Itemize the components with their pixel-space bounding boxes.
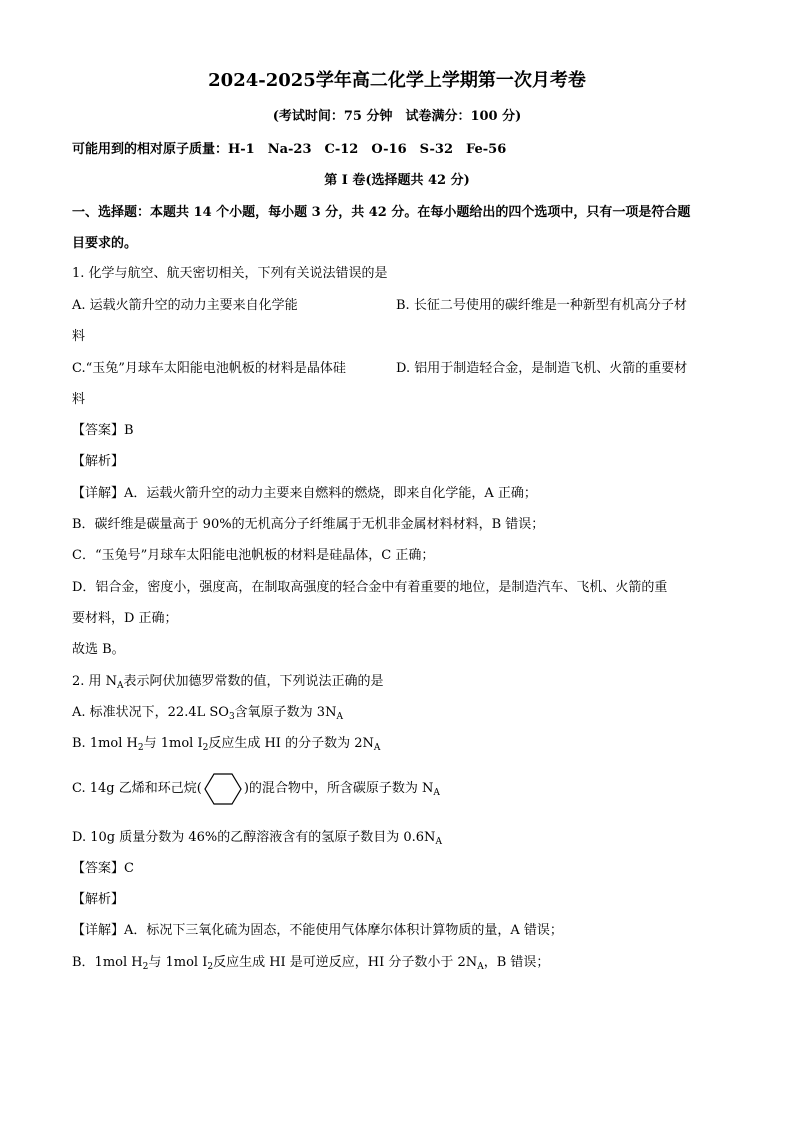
part-title: 第 I 卷(选择题共 42 分) — [324, 173, 470, 188]
q2-stem-pre: 2. 用 N — [72, 674, 118, 689]
q2-detail-b-pre: B．1mol H — [72, 955, 143, 970]
q2-b-sub1: 2 — [137, 743, 144, 753]
q1-detail-d: D．铝合金，密度小，强度高，在制取高强度的轻合金中有着重要的地位，是制造汽车、飞机、火箭的重 — [72, 580, 668, 595]
q2-detail-b-sub2: 2 — [207, 962, 214, 972]
q2-b-mid1: 与 1mol I — [143, 736, 203, 751]
q2-answer: 【答案】C — [72, 861, 134, 876]
q2-detail-a: 【详解】A．标况下三氧化硫为固态，不能使用气体摩尔体积计算物质的量，A 错误； — [72, 923, 563, 938]
q2-detail-b-mid2: 反应生成 HI 是可逆反应，HI 分子数小于 2N — [213, 955, 478, 970]
q1-detail-d-cont: 要材料，D 正确； — [72, 611, 178, 626]
q2-b-sub3: A — [373, 743, 381, 753]
q2-option-b — [72, 735, 380, 753]
q2-d-pre: D. 10g 质量分数为 46%的乙醇溶液含有的氢原子数目为 0.6N — [72, 830, 436, 845]
q2-d-sub: A — [435, 837, 442, 847]
q2-c-pre: C. 14g 乙烯和环己烷( — [72, 781, 202, 796]
q2-detail-b-sub3: A — [477, 962, 484, 972]
q2-b-sub2: 2 — [202, 743, 209, 753]
q2-stem-sub: A — [117, 681, 124, 691]
q1-analysis: 【解析】 — [72, 454, 125, 469]
q1-option-c: C.“玉兔”月球车太阳能电池帆板的材料是晶体硅 — [72, 361, 346, 376]
q2-analysis: 【解析】 — [72, 892, 125, 907]
q1-conclusion: 故选 B。 — [72, 642, 125, 657]
q2-option-d — [72, 829, 442, 847]
q2-option-c — [72, 772, 440, 806]
q1-detail-b: B．碳纤维是碳量高于 90%的无机高分子纤维属于无机非金属材料材料，B 错误； — [72, 517, 545, 532]
q1-option-a: A. 运载火箭升空的动力主要来自化学能 — [72, 298, 298, 313]
q2-a-mid: 含氧原子数为 3N — [234, 705, 337, 720]
cyclohexane-structure-icon — [204, 773, 242, 805]
section-instructions-line1: 一、选择题：本题共 14 个小题，每小题 3 分，共 42 分。在每小题给出的四个选项中，只有一项是符合题 — [72, 205, 691, 220]
atomic-mass-line: 可能用到的相对原子质量：H-1 Na-23 C-12 O-16 S-32 Fe-56 — [72, 142, 507, 157]
exam-info: (考试时间：75 分钟 试卷满分：100 分) — [272, 109, 522, 124]
q1-stem: 1. 化学与航空、航天密切相关，下列有关说法错误的是 — [72, 266, 388, 281]
exam-title: 2024-2025学年高二化学上学期第一次月考卷 — [208, 70, 586, 91]
q2-detail-b-sub1: 2 — [142, 962, 149, 972]
q2-a-sub2: A — [336, 712, 343, 722]
q2-detail-b-post: ，B 错误； — [483, 955, 550, 970]
q2-option-a — [72, 704, 343, 722]
q2-detail-b-mid1: 与 1mol I — [148, 955, 208, 970]
q1-option-b: B. 长征二号使用的碳纤维是一种新型有机高分子材 — [396, 298, 687, 313]
q2-c-post: )的混合物中，所含碳原子数为 N — [243, 781, 434, 796]
q2-stem-post: 表示阿伏加德罗常数的值，下列说法正确的是 — [123, 674, 384, 689]
q1-detail-c: C．“玉兔号”月球车太阳能电池帆板的材料是硅晶体，C 正确； — [72, 548, 435, 563]
q2-a-pre: A. 标准状况下，22.4L SO — [72, 705, 229, 720]
q2-stem — [72, 673, 384, 691]
q2-b-mid2: 反应生成 HI 的分子数为 2N — [208, 736, 374, 751]
q1-option-b-cont: 料 — [72, 329, 86, 344]
q1-option-d-cont: 料 — [72, 392, 86, 407]
q2-b-pre: B. 1mol H — [72, 736, 138, 751]
q2-a-sub1: 3 — [228, 712, 235, 722]
q2-c-sub: A — [433, 788, 440, 798]
q2-detail-b — [72, 954, 549, 972]
q1-option-d: D. 铝用于制造轻合金，是制造飞机、火箭的重要材 — [396, 361, 688, 376]
q1-detail-a: 【详解】A．运载火箭升空的动力主要来自燃料的燃烧，即来自化学能，A 正确； — [72, 486, 537, 501]
section-instructions-line2: 目要求的。 — [72, 236, 138, 251]
q1-answer: 【答案】B — [72, 423, 134, 438]
